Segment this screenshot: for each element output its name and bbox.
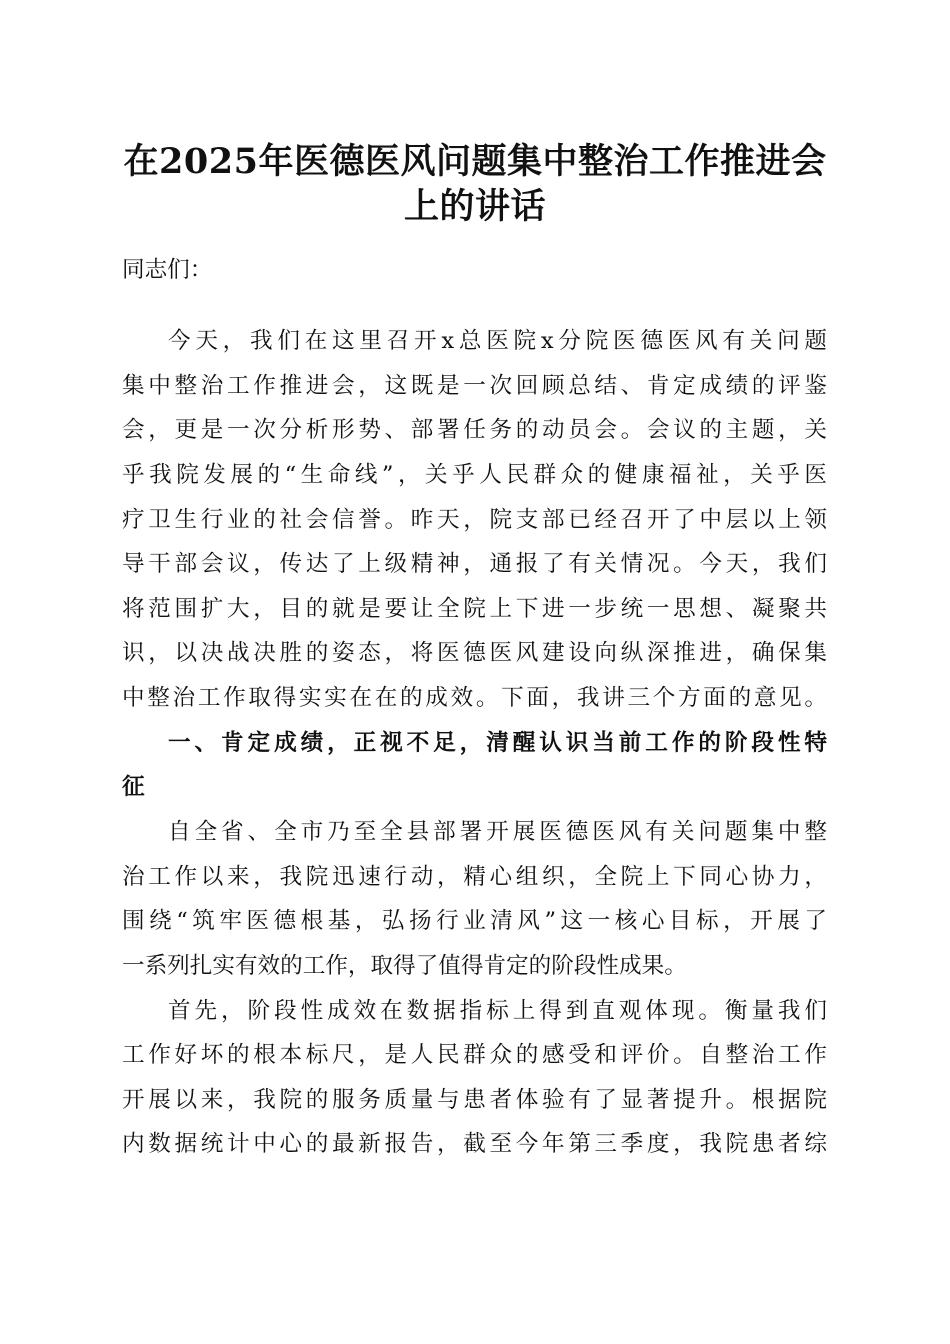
paragraph-2-line: 治工作以来，我院迅速行动，精心组织，全院上下同心协力， bbox=[122, 864, 827, 890]
paragraph-3-line: 首先，阶段性成效在数据指标上得到直观体现。衡量我们 bbox=[168, 998, 827, 1024]
salutation: 同志们： bbox=[122, 257, 213, 283]
paragraph-1-line: 今天，我们在这里召开x总医院x分院医德医风有关问题 bbox=[168, 328, 827, 354]
document-title-line-2: 上的讲话 bbox=[403, 186, 546, 227]
paragraph-1-line: 导干部会议，传达了上级精神，通报了有关情况。今天，我们 bbox=[122, 551, 827, 577]
paragraph-2-line: 自全省、全市乃至全县部署开展医德医风有关问题集中整 bbox=[168, 819, 827, 845]
section-heading-1-cont: 征 bbox=[122, 774, 145, 800]
paragraph-1-line: 会，更是一次分析形势、部署任务的动员会。会议的主题，关 bbox=[122, 417, 827, 443]
document-title-line-1: 在2025年医德医风问题集中整治工作推进会 bbox=[123, 141, 827, 182]
paragraph-2-line: 一系列扎实有效的工作，取得了值得肯定的阶段性成果。 bbox=[122, 953, 687, 979]
paragraph-1-line: 疗卫生行业的社会信誉。昨天，院支部已经召开了中层以上领 bbox=[122, 507, 827, 533]
section-heading-1: 一、肯定成绩，正视不足，清醒认识当前工作的阶段性特 bbox=[168, 730, 827, 756]
paragraph-1-line: 识，以决战决胜的姿态，将医德医风建设向纵深推进，确保集 bbox=[122, 640, 827, 666]
paragraph-1-line: 集中整治工作推进会，这既是一次回顾总结、肯定成绩的评鉴 bbox=[122, 373, 827, 399]
paragraph-1-line: 乎我院发展的“生命线”，关乎人民群众的健康福祉，关乎医 bbox=[122, 462, 827, 488]
paragraph-3-line: 开展以来，我院的服务质量与患者体验有了显著提升。根据院 bbox=[122, 1087, 827, 1113]
paragraph-1-line: 将范围扩大，目的就是要让全院上下进一步统一思想、凝聚共 bbox=[122, 596, 827, 622]
paragraph-3-line: 内数据统计中心的最新报告，截至今年第三季度，我院患者综 bbox=[122, 1131, 827, 1157]
paragraph-2-line: 围绕“筑牢医德根基，弘扬行业清风”这一核心目标，开展了 bbox=[122, 908, 827, 934]
paragraph-3-line: 工作好坏的根本标尺，是人民群众的感受和评价。自整治工作 bbox=[122, 1042, 827, 1068]
paragraph-1-line: 中整治工作取得实实在在的成效。下面，我讲三个方面的意见。 bbox=[122, 685, 827, 711]
